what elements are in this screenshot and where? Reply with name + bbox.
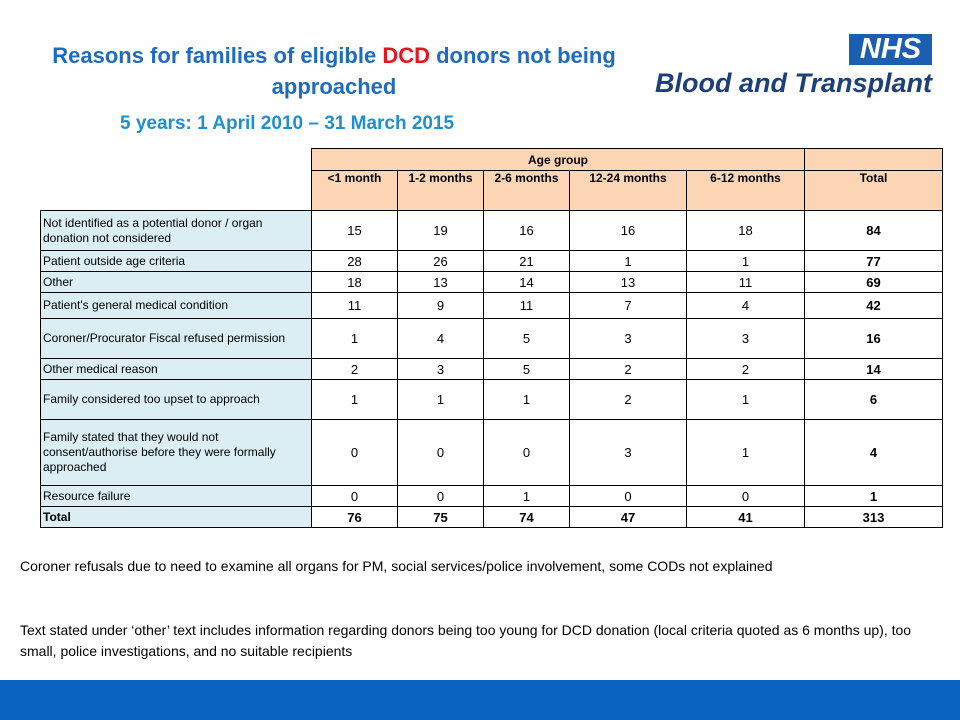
column-header: 12-24 months bbox=[570, 171, 687, 211]
row-total: 14 bbox=[805, 359, 943, 380]
cell-value: 2 bbox=[570, 380, 687, 420]
cell-value: 19 bbox=[398, 211, 484, 251]
reasons-table bbox=[40, 148, 943, 528]
row-label: Other bbox=[41, 272, 312, 293]
row-label: Patient's general medical condition bbox=[41, 293, 312, 319]
column-header: 2-6 months bbox=[484, 171, 570, 211]
row-label: Not identified as a potential donor / organ donation not considered bbox=[41, 211, 312, 251]
cell-value: 0 bbox=[312, 420, 398, 486]
grand-total: 313 bbox=[805, 507, 943, 528]
title-text-part1: Reasons for families of eligible bbox=[52, 43, 383, 68]
cell-value: 28 bbox=[312, 251, 398, 272]
row-total: 77 bbox=[805, 251, 943, 272]
column-total: 74 bbox=[484, 507, 570, 528]
note-other-text: Text stated under ‘other’ text includes information regarding donors being too young for DCD donation (local criteria quoted as 6 months up), too small, police investigations, and no suitable recipients bbox=[20, 622, 912, 659]
table-row bbox=[41, 420, 943, 486]
logo-org-name: Blood and Transplant bbox=[654, 68, 932, 98]
table-total-row bbox=[41, 507, 943, 528]
row-total: 84 bbox=[805, 211, 943, 251]
age-group-header: Age group bbox=[312, 149, 805, 171]
row-label: Resource failure bbox=[41, 486, 312, 507]
cell-value: 1 bbox=[312, 319, 398, 359]
cell-value: 0 bbox=[484, 420, 570, 486]
cell-value: 4 bbox=[687, 293, 805, 319]
total-row-label: Total bbox=[41, 507, 312, 528]
table-row bbox=[41, 319, 943, 359]
column-header: 6-12 months bbox=[687, 171, 805, 211]
table-column-header-row bbox=[41, 171, 943, 211]
cell-value: 26 bbox=[398, 251, 484, 272]
cell-value: 1 bbox=[687, 251, 805, 272]
table-row bbox=[41, 251, 943, 272]
cell-value: 5 bbox=[484, 359, 570, 380]
row-total: 16 bbox=[805, 319, 943, 359]
cell-value: 0 bbox=[570, 486, 687, 507]
cell-value: 13 bbox=[570, 272, 687, 293]
cell-value: 7 bbox=[570, 293, 687, 319]
cell-value: 5 bbox=[484, 319, 570, 359]
cell-value: 14 bbox=[484, 272, 570, 293]
cell-value: 1 bbox=[312, 380, 398, 420]
cell-value: 3 bbox=[398, 359, 484, 380]
cell-value: 13 bbox=[398, 272, 484, 293]
table-row bbox=[41, 380, 943, 420]
cell-value: 1 bbox=[570, 251, 687, 272]
table-row bbox=[41, 211, 943, 251]
row-total: 1 bbox=[805, 486, 943, 507]
cell-value: 16 bbox=[484, 211, 570, 251]
cell-value: 1 bbox=[484, 380, 570, 420]
cell-value: 3 bbox=[570, 319, 687, 359]
page-subtitle: 5 years: 1 April 2010 – 31 March 2015 bbox=[120, 113, 455, 134]
row-total: 69 bbox=[805, 272, 943, 293]
table-group-header-row bbox=[41, 149, 943, 171]
row-label: Other medical reason bbox=[41, 359, 312, 380]
cell-value: 1 bbox=[484, 486, 570, 507]
page-title bbox=[20, 40, 648, 102]
row-label: Coroner/Procurator Fiscal refused permission bbox=[41, 319, 312, 359]
row-total: 4 bbox=[805, 420, 943, 486]
cell-value: 21 bbox=[484, 251, 570, 272]
cell-value: 11 bbox=[312, 293, 398, 319]
title-highlight-dcd: DCD bbox=[382, 43, 430, 68]
total-column-header: Total bbox=[805, 171, 943, 211]
column-total: 41 bbox=[687, 507, 805, 528]
column-total: 75 bbox=[398, 507, 484, 528]
cell-value: 16 bbox=[570, 211, 687, 251]
column-header: 1-2 months bbox=[398, 171, 484, 211]
row-label: Family considered too upset to approach bbox=[41, 380, 312, 420]
cell-value: 11 bbox=[687, 272, 805, 293]
cell-value: 0 bbox=[312, 486, 398, 507]
cell-value: 0 bbox=[398, 486, 484, 507]
cell-value: 0 bbox=[398, 420, 484, 486]
cell-value: 11 bbox=[484, 293, 570, 319]
footer-bar bbox=[0, 680, 960, 720]
column-total: 76 bbox=[312, 507, 398, 528]
cell-value: 15 bbox=[312, 211, 398, 251]
row-total: 42 bbox=[805, 293, 943, 319]
nhs-logo-box: NHS bbox=[849, 34, 932, 65]
row-total: 6 bbox=[805, 380, 943, 420]
row-label: Family stated that they would not consent/authorise before they were formally approached bbox=[41, 420, 312, 486]
cell-value: 2 bbox=[687, 359, 805, 380]
cell-value: 18 bbox=[687, 211, 805, 251]
title-text-part2: donors not being approached bbox=[271, 43, 616, 99]
table-row bbox=[41, 359, 943, 380]
table-row bbox=[41, 293, 943, 319]
column-total: 47 bbox=[570, 507, 687, 528]
cell-value: 3 bbox=[570, 420, 687, 486]
nhsbt-logo bbox=[654, 33, 932, 98]
cell-value: 1 bbox=[687, 380, 805, 420]
column-header: <1 month bbox=[312, 171, 398, 211]
cell-value: 9 bbox=[398, 293, 484, 319]
note-coroner-refusals: Coroner refusals due to need to examine all organs for PM, social services/police involvement, some CODs not explained bbox=[20, 558, 773, 574]
cell-value: 4 bbox=[398, 319, 484, 359]
table-row bbox=[41, 272, 943, 293]
cell-value: 1 bbox=[398, 380, 484, 420]
cell-value: 3 bbox=[687, 319, 805, 359]
cell-value: 1 bbox=[687, 420, 805, 486]
cell-value: 0 bbox=[687, 486, 805, 507]
cell-value: 18 bbox=[312, 272, 398, 293]
total-header-spacer bbox=[805, 149, 943, 171]
table-row bbox=[41, 486, 943, 507]
row-label: Patient outside age criteria bbox=[41, 251, 312, 272]
cell-value: 2 bbox=[312, 359, 398, 380]
cell-value: 2 bbox=[570, 359, 687, 380]
